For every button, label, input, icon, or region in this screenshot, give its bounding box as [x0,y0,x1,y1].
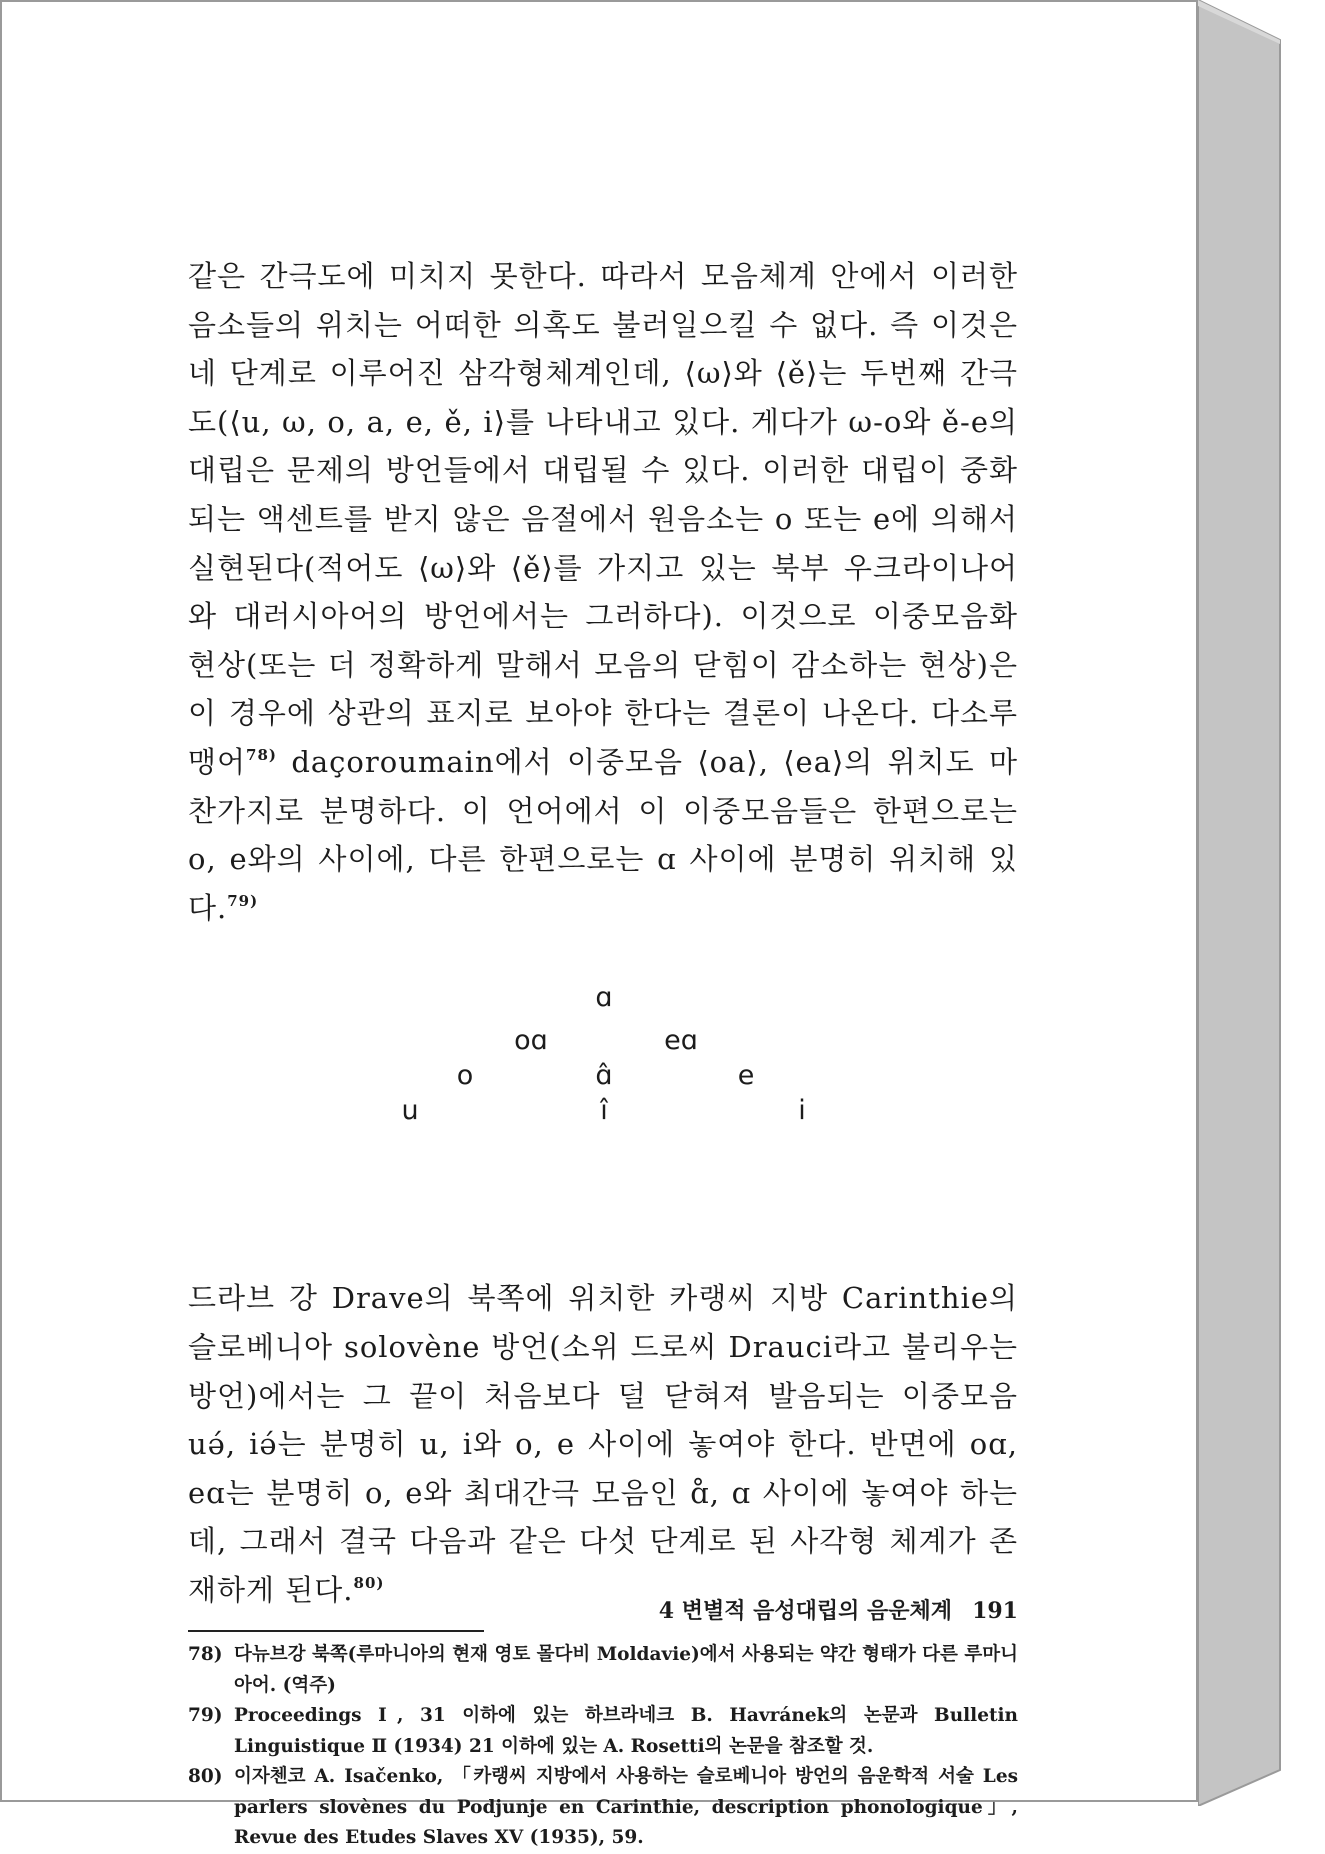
vowel-oa: oɑ [514,1025,548,1057]
vowel-ea: eɑ [664,1025,698,1057]
book-edge-graphic [1198,0,1325,1806]
footnote-ref-78: 78) [246,745,278,764]
vowel-triangle-diagram [188,982,1018,1252]
footnote-80 [188,1762,1018,1854]
paragraph-text-continued: daçoroumain에서 이중모음 ⟨oa⟩, ⟨ea⟩의 위치도 마찬가지로 분명하다. 이 언어에서 이 이중모음들은 한편으로는 o, e와의 사이에, 다른 한편으로는 ɑ 사이에 분명히 위치해 있다. [188,744,1018,925]
footnote-ref-79: 79) [227,891,259,910]
paragraph-text: 같은 간극도에 미치지 못한다. 따라서 모음체계 안에서 이러한 음소들의 위치는 어떠한 의혹도 불러일으킬 수 없다. 즉 이것은 네 단계로 이루어진 삼각형체계인데, ⟨ω⟩와 ⟨ě⟩는 두번째 간극도(⟨u, ω, o, a, e, ě, i⟩를 나타내고 있다. 게다가 ω-o와 ě-e의 대립은 문제의 방언들에서 대립될 수 있다. 이러한 대립이 중화되는 액센트를 받지 않은 음절에서 원음소는 o 또는 e에 의해서 실현된다(적어도 ⟨ω⟩와 ⟨ě⟩를 가지고 있는 북부 우크라이나어와 대러시아어의 방언에서는 그러하다). 이것으로 이중모음화 현상(또는 더 정확하게 말해서 모음의 닫힘이 감소하는 현상)은 이 경우에 상관의 표지로 보아야 한다는 결론이 나온다. 다소루맹어 [188,259,1018,779]
footnote-78 [188,1640,1018,1701]
vowel-a: ɑ [595,982,613,1014]
footnote-text: 이자첸코 A. Isačenko, 「카랭씨 지방에서 사용하는 슬로베니아 방언의 음운학적 서술 Les parlers slovènes du Podjunje en Carinthie, description phonologique」, Revue des Etudes Slaves XV (1935), 59. [234,1766,1018,1849]
footnote-ref-80: 80) [353,1573,385,1592]
vowel-i-circumflex: î [600,1095,608,1127]
vowel-a-circumflex: ɑ̂ [595,1060,613,1092]
book-spine-edge [1198,0,1325,1806]
running-footer [188,1594,1018,1625]
body-paragraph-1 [188,252,1018,932]
chapter-title: 4 변별적 음성대립의 음운체계 [658,1598,953,1624]
footnote-number: 78) [188,1644,223,1666]
vowel-e: e [737,1060,755,1092]
page-number: 191 [972,1598,1018,1624]
footnote-79 [188,1701,1018,1762]
footnotes [188,1640,1018,1854]
footnote-text: Proceedings Ⅰ, 31 이하에 있는 하브라네크 B. Havránek의 논문과 Bulletin Linguistique Ⅱ (1934) 21 이하에 있는 A. Rosetti의 논문을 참조할 것. [234,1705,1018,1757]
footnote-divider [188,1630,484,1632]
vowel-o: o [456,1060,474,1092]
footnote-text: 다뉴브강 북쪽(루마니아의 현재 영토 몰다비 Moldavie)에서 사용되는 약간 형태가 다른 루마니아어. (역주) [234,1644,1018,1696]
footnote-number: 80) [188,1766,223,1788]
vowel-u: u [401,1095,419,1127]
paragraph-text: 드라브 강 Drave의 북쪽에 위치한 카랭씨 지방 Carinthie의 슬로베니아 solovène 방언(소위 드로씨 Drauci라고 불리우는 방언)에서는 그 끝이 처음보다 덜 닫혀져 발음되는 이중모음 uə́, iə́는 분명히 u, i와 o, e 사이에 놓여야 한다. 반면에 oɑ, eɑ는 분명히 o, e와 최대간극 모음인 ɑ̊, ɑ 사이에 놓여야 하는데, 그래서 결국 다음과 같은 다섯 단계로 된 사각형 체계가 존재하게 된다. [188,1281,1018,1607]
footnote-number: 79) [188,1705,223,1727]
vowel-i: i [798,1095,806,1127]
body-paragraph-2 [188,1274,1018,1614]
